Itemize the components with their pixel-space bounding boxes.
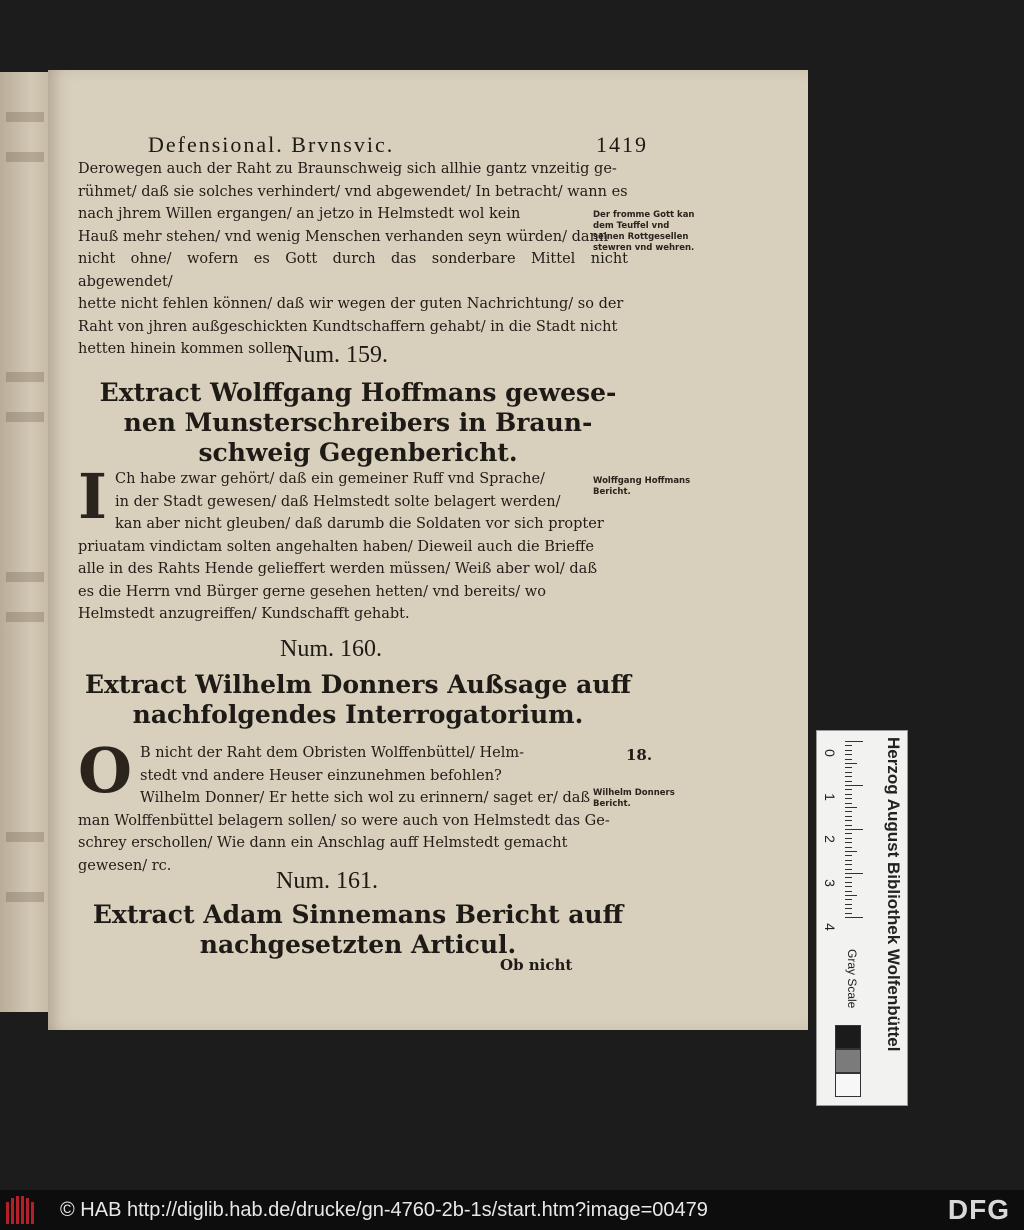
white-swatch — [835, 1073, 861, 1097]
ruler-tick — [845, 794, 852, 795]
section-title: Extract Wolffgang Hoffmans gewese- nen Munsterschreibers in Braun- schweig Gegenbericht. — [99, 378, 617, 467]
ruler-tick — [845, 745, 852, 746]
ruler-tick — [845, 829, 863, 830]
text-line: es die Herrn vnd Bürger gerne gesehen hetten/ vnd bereits/ wo — [78, 583, 546, 600]
text-line: nicht ohne/ wofern es Gott durch das sonderbare Mittel nicht abgewendet/ — [78, 251, 628, 290]
text-line: Helmstedt anzugreiffen/ Kundschafft gehabt. — [78, 606, 410, 622]
ruler-tick — [845, 904, 852, 905]
ruler-tick — [845, 803, 852, 804]
paragraph-159 — [78, 460, 628, 626]
ruler-tick — [845, 864, 852, 865]
text-line: Hauß mehr stehen/ vnd wenig Menschen verhanden seyn würden/ dann — [78, 228, 609, 245]
margin-note: Wolffgang Hoffmans Bericht. — [593, 476, 691, 497]
text-line: hette nicht fehlen können/ daß wir wegen der guten Nachrichtung/ so der — [78, 296, 624, 312]
page-number: 1419 — [596, 132, 648, 157]
ruler-tick — [845, 886, 852, 887]
ruler-tick — [845, 917, 863, 918]
ruler-tick — [845, 891, 852, 892]
ruler-tick — [845, 816, 852, 817]
footer-bar — [0, 1190, 1024, 1230]
ruler-tick — [845, 750, 852, 751]
text-line: kan aber nicht gleuben/ daß darumb die Soldaten vor sich propter — [115, 516, 604, 532]
ruler-tick — [845, 772, 852, 773]
ruler-tick — [845, 759, 852, 760]
marginal-number: 18. — [626, 746, 653, 764]
ruler-tick — [845, 913, 852, 914]
text-line: gewesen/ rc. — [78, 857, 172, 874]
ruler-tick — [845, 811, 852, 812]
paragraph-1 — [78, 158, 628, 361]
ruler-tick — [845, 860, 852, 861]
text-line: alle in des Rahts Hende gelieffert werden müssen/ Weiß aber wol/ daß — [78, 561, 598, 577]
ruler-tick — [845, 882, 852, 883]
gray-swatches — [835, 1025, 861, 1097]
ruler-tick — [845, 741, 863, 742]
text-line: man Wolffenbüttel belagern sollen/ so were auch von Helmstedt das Ge- — [78, 812, 610, 829]
ruler-tick — [845, 825, 852, 826]
text-line: in der Stadt gewesen/ daß Helmstedt solte belagert werden/ — [115, 493, 561, 510]
drop-initial: O — [78, 734, 133, 807]
gray-swatch — [835, 1049, 861, 1073]
ruler-tick — [845, 763, 857, 764]
ruler-tick — [845, 785, 863, 786]
text-line: Derowegen auch der Raht zu Braunschweig sich allhie gantz vnzeitig ge- — [78, 161, 617, 177]
ruler-tick — [845, 789, 852, 790]
text-line: rühmet/ daß sie solches verhindert/ vnd abgewendet/ In betracht/ wann es — [78, 183, 628, 200]
drop-initial: I — [78, 460, 108, 533]
margin-note: Der fromme Gott kan dem Teuffel vnd seinen Rottgesellen stewren vnd wehren. — [593, 210, 695, 253]
section-title: Extract Wilhelm Donners Außsage auff nachfolgendes Interrogatorium. — [84, 670, 632, 729]
ruler-tick — [845, 842, 852, 843]
ruler-tick — [845, 877, 852, 878]
ruler-label: 4 — [822, 923, 838, 931]
text-line: Ch habe zwar gehört/ daß ein gemeiner Ruff vnd Sprache/ — [115, 471, 545, 487]
text-line: B nicht der Raht dem Obristen Wolffenbüttel/ Helm- — [140, 745, 524, 761]
ruler-tick — [845, 833, 852, 834]
ruler-tick — [845, 908, 852, 909]
ruler-label: 1 — [822, 793, 838, 801]
ruler-tick — [845, 781, 852, 782]
ruler-label: 2 — [822, 835, 838, 843]
ruler-tick — [845, 851, 857, 852]
ruler-tick — [845, 895, 857, 896]
previous-page-edge — [0, 72, 52, 1012]
ruler-tick — [845, 838, 852, 839]
text-line: hetten hinein kommen sollen. — [78, 341, 297, 357]
color-scale-ruler — [816, 730, 908, 1106]
text-line: Wilhelm Donner/ Er hette sich wol zu erinnern/ saget er/ daß — [140, 790, 591, 806]
text-line: schrey erschollen/ Wie dann ein Anschlag auff Helmstedt gemacht — [78, 835, 568, 851]
ruler-tick — [845, 869, 852, 870]
dfg-logo: DFG — [947, 1194, 1010, 1225]
ruler-label: 0 — [822, 749, 838, 757]
section-number: Num. 161. — [276, 868, 378, 894]
section-title: Extract Adam Sinnemans Bericht auff nachgesetzten Articul. — [92, 900, 624, 959]
ruler-scale — [845, 737, 865, 947]
gray-scale-label: Gray Scale — [845, 949, 859, 1009]
ruler-tick — [845, 847, 852, 848]
black-swatch — [835, 1025, 861, 1049]
text-line: nach jhrem Willen ergangen/ an jetzo in Helmstedt wol kein — [78, 206, 521, 222]
running-head — [148, 132, 648, 158]
institution-label: Herzog August Bibliothek Wolfenbüttel — [884, 737, 903, 1052]
text-line: priuatam vindictam solten angehalten haben/ Dieweil auch die Brieffe — [78, 538, 594, 555]
ruler-tick — [845, 776, 852, 777]
ruler-tick — [845, 855, 852, 856]
ruler-tick — [845, 798, 852, 799]
section-number: Num. 159. — [286, 342, 388, 368]
ruler-tick — [845, 820, 852, 821]
ruler-label: 3 — [822, 879, 838, 887]
ruler-tick — [845, 899, 852, 900]
paragraph-160 — [78, 734, 628, 877]
ruler-tick — [845, 754, 852, 755]
hab-logo-icon — [6, 1196, 42, 1224]
ruler-tick — [845, 807, 857, 808]
text-line: Raht von jhren außgeschickten Kundtschaffern gehabt/ in die Stadt nicht — [78, 318, 618, 335]
section-number: Num. 160. — [280, 636, 382, 662]
catchword: Ob nicht — [500, 956, 573, 974]
book-page — [48, 70, 808, 1030]
running-head-title: Defensional. Brvnsvic. — [148, 132, 395, 157]
ruler-tick — [845, 767, 852, 768]
ruler-tick — [845, 873, 863, 874]
margin-note: Wilhelm Donners Bericht. — [593, 788, 675, 809]
copyright-url[interactable]: © HAB http://diglib.hab.de/drucke/gn-4760-2b-1s/start.htm?image=00479 — [60, 1198, 708, 1221]
text-line: stedt vnd andere Heuser einzunehmen befohlen? — [140, 767, 502, 784]
